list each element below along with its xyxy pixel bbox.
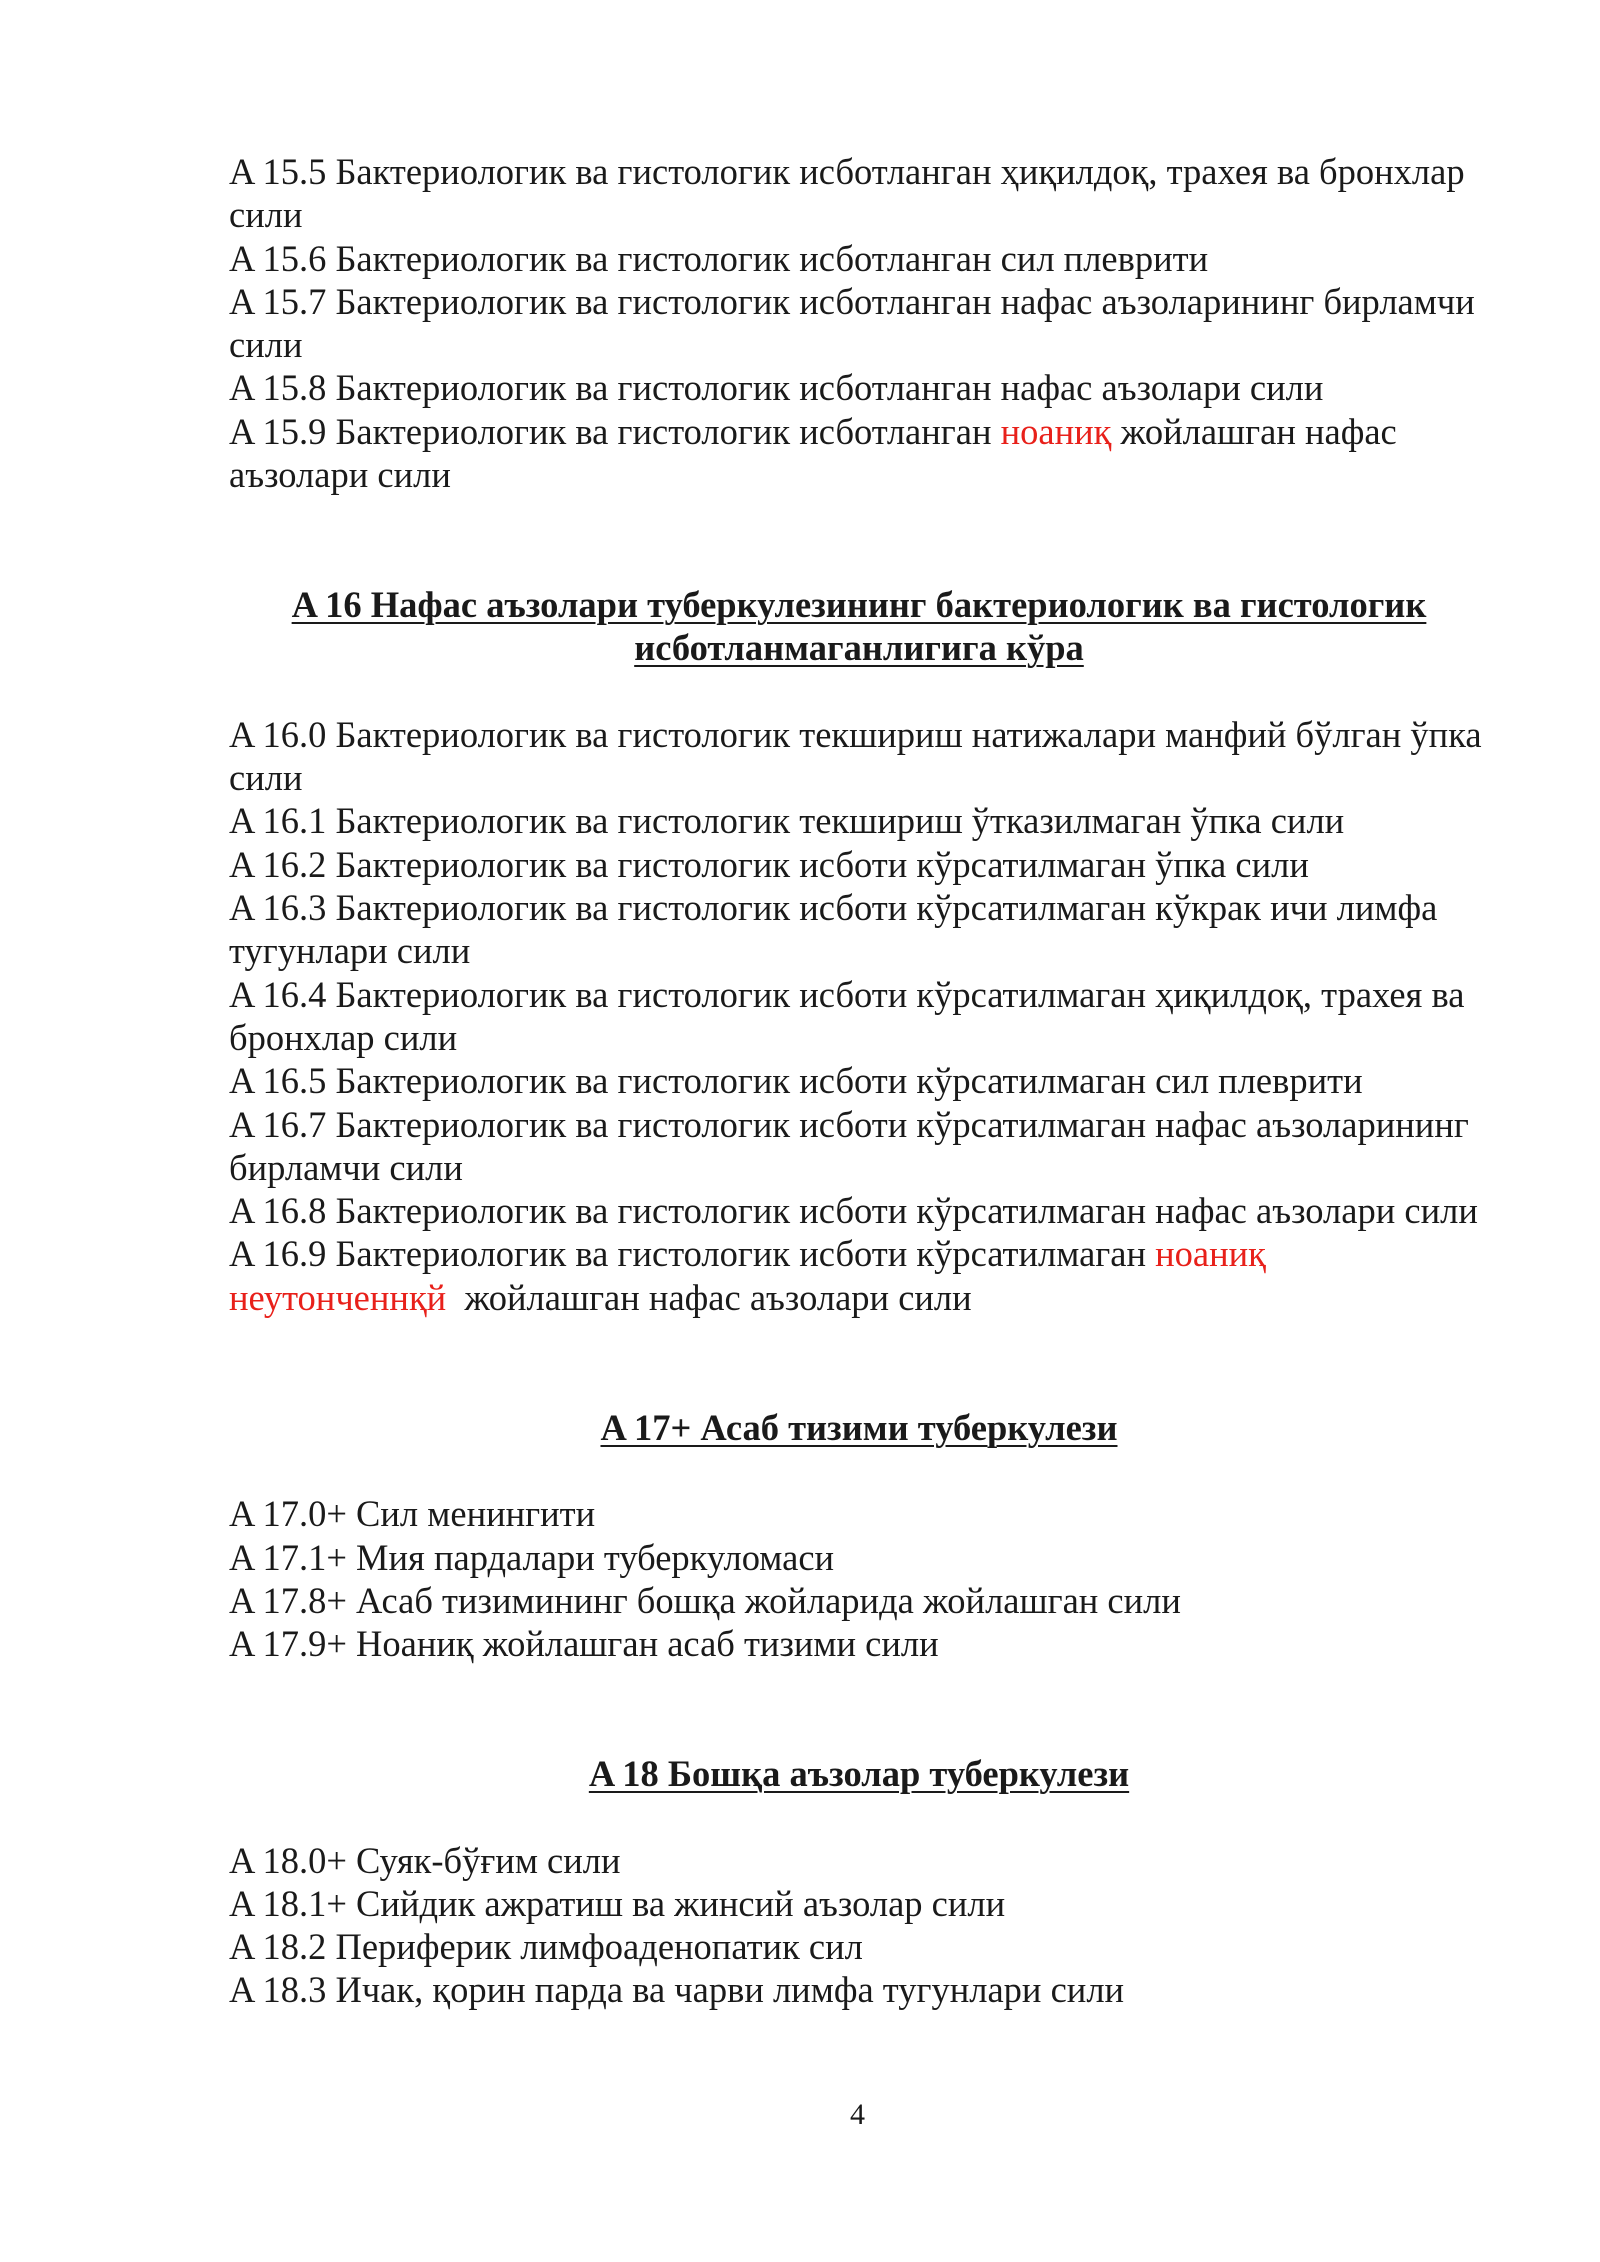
page-content: [229, 150, 1489, 2012]
code-entry-a18-1: A 18.1+ Сийдик ажратиш ва жинсий аъзолар сили: [229, 1882, 1006, 1924]
code-entry-a16-9: [229, 1232, 1489, 1319]
entry-text: жойлашган нафас аъзолари сили: [229, 410, 1397, 496]
code-entry-a15-8: A 15.8 Бактериологик ва гистологик исботланган нафас аъзолари сили: [229, 367, 1324, 409]
code-entry-a15-9: [229, 410, 1489, 497]
code-entry-a16-2: A 16.2 Бактериологик ва гистологик исботи кўрсатилмаган ўпка сили: [229, 843, 1309, 885]
spacer: [229, 1665, 1489, 1752]
code-entry-a16-5: A 16.5 Бактериологик ва гистологик исботи кўрсатилмаган сил плеврити: [229, 1060, 1363, 1102]
code-entry-a17-1: A 17.1+ Мия пардалари туберкуломаси: [229, 1536, 835, 1578]
entry-text: A 16.9 Бактериологик ва гистологик исботи кўрсатилмаган: [229, 1233, 1156, 1275]
code-entry-a18-2: A 18.2 Периферик лимфоаденопатик сил: [229, 1926, 863, 1968]
code-entry-a17-0: A 17.0+ Сил менингити: [229, 1493, 596, 1535]
highlighted-text: ноаниқ неутонченнқй: [229, 1233, 1266, 1318]
spacer: [229, 670, 1489, 713]
spacer: [229, 1449, 1489, 1492]
section-heading-a17: A 17+ Асаб тизими туберкулези: [600, 1406, 1118, 1448]
code-entry-a18-3: A 18.3 Ичак, қорин парда ва чарви лимфа тугунлари сили: [229, 1969, 1125, 2011]
code-entry-a16-7: A 16.7 Бактериологик ва гистологик исботи кўрсатилмаган нафас аъзоларининг бирламчи сили: [229, 1103, 1469, 1188]
code-entry-a18-0: A 18.0+ Суяк-бўғим сили: [229, 1839, 621, 1881]
spacer: [229, 1319, 1489, 1406]
entry-text: A 15.9 Бактериологик ва гистологик исботланган: [229, 410, 1001, 452]
highlighted-text: ноаниқ: [1000, 410, 1112, 452]
code-entry-a16-1: A 16.1 Бактериологик ва гистологик текшириш ўтказилмаган ўпка сили: [229, 800, 1345, 842]
code-entry-a16-3: A 16.3 Бактериологик ва гистологик исботи кўрсатилмаган кўкрак ичи лимфа тугунлари сили: [229, 887, 1438, 972]
code-entry-a17-8: A 17.8+ Асаб тизимининг бошқа жойларида жойлашган сили: [229, 1579, 1181, 1621]
spacer: [229, 1795, 1489, 1838]
code-entry-a17-9: A 17.9+ Ноаниқ жойлашган асаб тизими сили: [229, 1623, 939, 1665]
code-entry-a15-6: A 15.6 Бактериологик ва гистологик исботланган сил плеврити: [229, 237, 1209, 279]
code-entry-a15-7: A 15.7 Бактериологик ва гистологик исботланган нафас аъзоларининг бирламчи сили: [229, 280, 1475, 366]
section-heading-a16: A 16 Нафас аъзолари туберкулезининг бактериологик ва гистологик исботланмаганлигига кўра: [291, 583, 1427, 669]
section-heading-a18: A 18 Бошқа аъзолар туберкулези: [588, 1752, 1130, 1794]
code-entry-a16-0: A 16.0 Бактериологик ва гистологик текшириш натижалари манфий бўлган ўпка сили: [229, 713, 1482, 799]
entry-text: жойлашган нафас аъзолари сили: [446, 1276, 972, 1318]
page-number: 4: [850, 2098, 865, 2131]
code-entry-a15-5: A 15.5 Бактериологик ва гистологик исботланган ҳиқилдоқ, трахея ва бронхлар сили: [229, 151, 1465, 236]
code-entry-a16-4: A 16.4 Бактериологик ва гистологик исботи кўрсатилмаган ҳиқилдоқ, трахея ва бронхлар сили: [229, 973, 1465, 1058]
code-entry-a16-8: A 16.8 Бактериологик ва гистологик исботи кўрсатилмаган нафас аъзолари сили: [229, 1190, 1478, 1232]
spacer: [229, 496, 1489, 583]
